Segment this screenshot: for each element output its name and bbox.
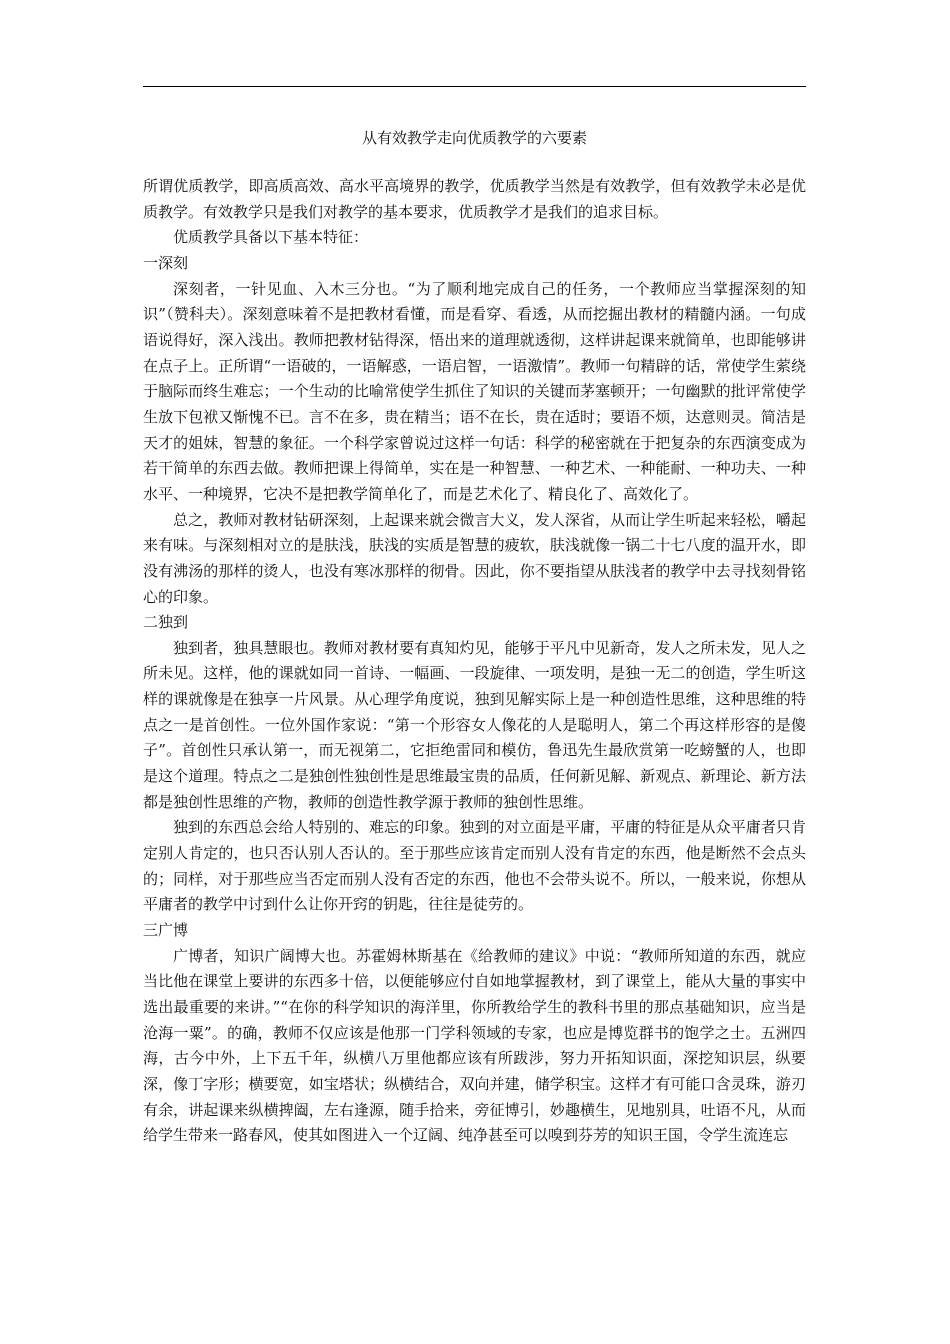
header-rule <box>143 86 806 87</box>
body-paragraph: 独到者，独具慧眼也。教师对教材要有真知灼见，能够于平凡中见新奇，发人之所未发，见人之所未见。这样，他的课就如同一首诗、一幅画、一段旋律、一项发明，是独一无二的创造，学生听这样的课就像是在独享一片风景。从心理学角度说，独到见解实际上是一种创造性思维，这种思维的特点之一是首创性。一位外国作家说：“第一个形容女人像花的人是聪明人，第二个再这样形容的是傻子”。首创性只承认第一，而无视第二，它拒绝雷同和模仿，鲁迅先生最欣赏第一吃螃蟹的人，也即是这个道理。特点之二是独创性独创性是思维最宝贵的品质，任何新见解、新观点、新理论、新方法都是独创性思维的产物，教师的创造性教学源于教师的独创性思维。 <box>143 638 806 811</box>
section-heading: 三广博 <box>143 921 189 940</box>
body-paragraph: 深刻者，一针见血、入木三分也。“为了顺利地完成自己的任务，一个教师应当掌握深刻的知识”（赞科夫）。深刻意味着不是把教材看懂，而是看穿、看透，从而挖掘出教材的精髓内涵。一句成语说得好，深入浅出。教师把教材钻得深，悟出来的道理就透彻，这样讲起课来就简单，也即能够讲在点子上。正所谓“一语破的，一语解惑，一语启智，一语激情”。教师一句精辟的话，常使学生萦绕于脑际而终生难忘；一个生动的比喻常使学生抓住了知识的关键而茅塞顿开；一句幽默的批评常使学生放下包袱又惭愧不已。言不在多，贵在精当；语不在长，贵在适时；要语不烦，达意则灵。简洁是天才的姐妹，智慧的象征。一个科学家曾说过这样一句话：科学的秘密就在于把复杂的东西演变成为若干简单的东西去做。教师把课上得简单，实在是一种智慧、一种艺术、一种能耐、一种功夫、一种水平、一种境界，它决不是把教学简单化了，而是艺术化了、精良化了、高效化了。 <box>143 279 806 503</box>
body-paragraph: 所谓优质教学，即高质高效、高水平高境界的教学，优质教学当然是有效教学，但有效教学未必是优质教学。有效教学只是我们对教学的基本要求，优质教学才是我们的追求目标。 <box>143 177 806 221</box>
section-heading: 二独到 <box>143 613 189 632</box>
document-title: 从有效教学走向优质教学的六要素 <box>361 129 587 147</box>
body-paragraph: 优质教学具备以下基本特征： <box>173 228 369 247</box>
section-heading: 一深刻 <box>143 253 189 272</box>
body-paragraph: 独到的东西总会给人特别的、难忘的印象。独到的对立面是平庸，平庸的特征是从众平庸者只肯定别人肯定的，也只否认别人否认的。至于那些应该肯定而别人没有肯定的东西，他是断然不会点头的；同样，对于那些应当否定而别人没有否定的东西，他也不会带头说不。所以，一般来说，你想从平庸者的教学中讨到什么让你开窍的钥匙，往往是徒劳的。 <box>143 818 806 914</box>
body-paragraph: 广博者，知识广阔博大也。苏霍姆林斯基在《给教师的建议》中说：“教师所知道的东西，就应当比他在课堂上要讲的东西多十倍，以便能够应付自如地掌握教材，到了课堂上，能从大量的事实中选出最重要的来讲。”“在你的科学知识的海洋里，你所教给学生的教科书里的那点基础知识，应当是沧海一粟”。的确，教师不仅应该是他那一门学科领域的专家，也应是博览群书的饱学之士。五洲四海，古今中外，上下五千年，纵横八万里他都应该有所跋涉，努力开拓知识面，深挖知识层，纵要深，像丁字形；横要宽，如宝塔状；纵横结合，双向并建，储学积宝。这样才有可能口含灵珠，游刃有余，讲起课来纵横捭阖，左右逢源，随手拾来，旁征博引，妙趣横生，见地别具，吐语不凡，从而给学生带来一路春风，使其如图进入一个辽阔、纯净甚至可以嗅到芬芳的知识王国，令学生流连忘 <box>143 946 806 1145</box>
body-paragraph: 总之，教师对教材钻研深刻，上起课来就会微言大义，发人深省，从而让学生听起来轻松，嚼起来有味。与深刻相对立的是肤浅，肤浅的实质是智慧的疲软，肤浅就像一锅二十七八度的温开水，即没有沸汤的那样的烫人，也没有寒冰那样的彻骨。因此，你不要指望从肤浅者的教学中去寻找刻骨铭心的印象。 <box>143 510 806 606</box>
document-body <box>143 174 806 1149</box>
